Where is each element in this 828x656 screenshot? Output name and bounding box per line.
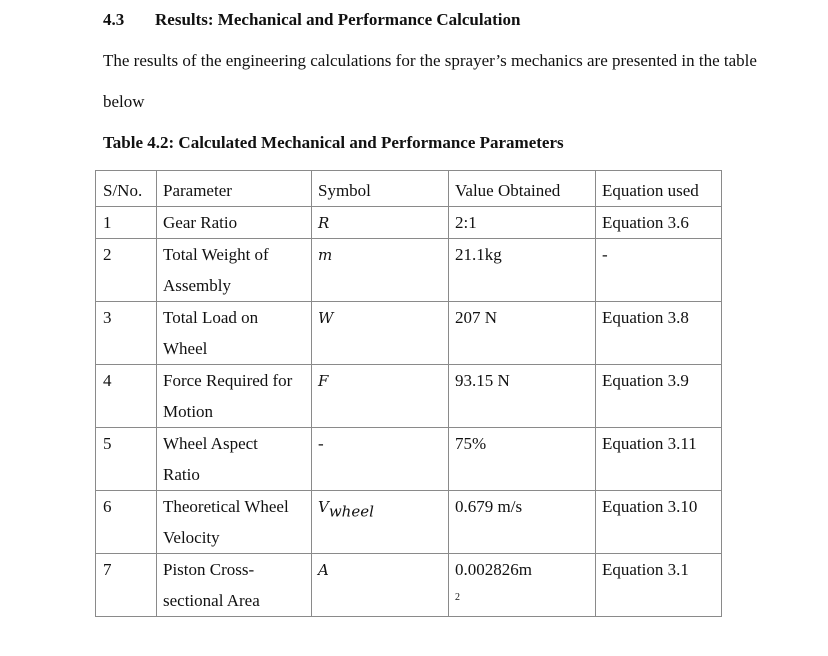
sno-text: 6 — [103, 497, 112, 516]
cell-symbol — [312, 428, 449, 491]
cell-symbol — [312, 554, 449, 617]
cell-symbol — [312, 491, 449, 554]
value-line — [455, 302, 589, 333]
parameter-text-line-2: Wheel — [163, 339, 208, 358]
symbol-line — [318, 491, 442, 522]
equation-text: Equation 3.1 — [602, 560, 689, 579]
value-superscript: 2 — [455, 592, 460, 603]
cell-equation — [596, 207, 722, 239]
cell-value — [449, 365, 596, 428]
header-equation: Equation used — [596, 171, 722, 207]
cell-equation — [596, 302, 722, 365]
equation-text: Equation 3.8 — [602, 308, 689, 327]
value-line — [455, 365, 589, 396]
cell-sno — [96, 207, 157, 239]
cell-symbol — [312, 239, 449, 302]
cell-parameter — [157, 554, 312, 617]
symbol-line — [318, 365, 442, 396]
section-number: 4.3 — [103, 10, 125, 29]
intro-paragraph-line-1: The results of the engineering calculations for the sprayer’s mechanics are presented in the table — [103, 51, 757, 70]
cell-value — [449, 239, 596, 302]
value-text: 207 N — [455, 308, 498, 327]
header-sno: S/No. — [96, 171, 157, 207]
cell-value — [449, 207, 596, 239]
parameter-text-line-2: Ratio — [163, 465, 200, 484]
value-line — [455, 239, 589, 270]
value-line — [455, 207, 589, 238]
table-row — [96, 554, 722, 617]
value-line — [455, 554, 589, 603]
cell-equation — [596, 554, 722, 617]
sno-text: 1 — [103, 213, 112, 232]
cell-parameter — [157, 428, 312, 491]
value-text: 0.002826m — [455, 560, 532, 579]
parameter-text-line-1: Theoretical Wheel — [163, 497, 289, 516]
value-text: 21.1kg — [455, 245, 502, 264]
sno-text: 3 — [103, 308, 112, 327]
cell-value — [449, 428, 596, 491]
cell-parameter — [157, 491, 312, 554]
header-parameter: Parameter — [157, 171, 312, 207]
equation-text: Equation 3.9 — [602, 371, 689, 390]
symbol-line — [318, 428, 442, 459]
cell-value — [449, 554, 596, 617]
cell-equation — [596, 239, 722, 302]
cell-equation — [596, 428, 722, 491]
header-symbol: Symbol — [312, 171, 449, 207]
table-caption: Table 4.2: Calculated Mechanical and Performance Parameters — [103, 133, 564, 152]
parameter-text-line-1: Wheel Aspect — [163, 434, 258, 453]
value-text: 93.15 N — [455, 371, 510, 390]
symbol-line — [318, 207, 442, 238]
symbol-subscript: wheel — [328, 502, 374, 521]
parameter-text-line-1: Total Weight of — [163, 245, 269, 264]
equation-text: Equation 3.10 — [602, 497, 698, 516]
symbol-line — [318, 239, 442, 270]
symbol-line — [318, 554, 442, 585]
parameters-table — [95, 170, 722, 617]
value-text: 75% — [455, 434, 487, 453]
sno-text: 2 — [103, 245, 112, 264]
symbol-text: m — [318, 246, 333, 264]
parameter-text-line-1: Force Required for — [163, 371, 293, 390]
parameter-text-line-2: Motion — [163, 402, 214, 421]
cell-parameter — [157, 365, 312, 428]
parameter-text-line-1: Piston Cross- — [163, 560, 255, 579]
section-heading — [103, 10, 520, 30]
cell-equation — [596, 491, 722, 554]
symbol-text: - — [318, 434, 324, 453]
equation-text: Equation 3.11 — [602, 434, 697, 453]
sno-text: 7 — [103, 560, 112, 579]
table-header-row — [96, 171, 722, 207]
cell-parameter — [157, 239, 312, 302]
symbol-text: A — [318, 561, 329, 579]
table-row — [96, 207, 722, 239]
cell-parameter — [157, 207, 312, 239]
sno-text: 5 — [103, 434, 112, 453]
section-title: Results: Mechanical and Performance Calculation — [155, 10, 521, 29]
table-row — [96, 428, 722, 491]
cell-symbol — [312, 302, 449, 365]
parameter-text-line-2: Velocity — [163, 528, 220, 547]
equation-text: Equation 3.6 — [602, 213, 689, 232]
parameter-text-line-1: Gear Ratio — [163, 213, 238, 232]
parameter-text-line-2: sectional Area — [163, 591, 260, 610]
cell-value — [449, 491, 596, 554]
parameter-text-line-1: Total Load on — [163, 308, 259, 327]
cell-symbol — [312, 207, 449, 239]
table-row — [96, 365, 722, 428]
symbol-text: V — [318, 498, 329, 516]
header-value: Value Obtained — [449, 171, 596, 207]
cell-sno — [96, 554, 157, 617]
cell-sno — [96, 428, 157, 491]
cell-sno — [96, 239, 157, 302]
symbol-text: W — [318, 309, 334, 327]
cell-sno — [96, 365, 157, 428]
table-row — [96, 239, 722, 302]
symbol-line — [318, 302, 442, 333]
equation-text: - — [602, 245, 608, 264]
intro-paragraph-line-2: below — [103, 92, 145, 111]
symbol-text: R — [318, 214, 330, 232]
sno-text: 4 — [103, 371, 112, 390]
cell-sno — [96, 491, 157, 554]
table-row — [96, 491, 722, 554]
value-line — [455, 491, 589, 522]
symbol-text: F — [318, 372, 329, 390]
value-line — [455, 428, 589, 459]
table-row — [96, 302, 722, 365]
parameter-text-line-2: Assembly — [163, 276, 231, 295]
value-text: 2:1 — [455, 213, 477, 232]
cell-symbol — [312, 365, 449, 428]
value-text: 0.679 m/s — [455, 497, 523, 516]
cell-parameter — [157, 302, 312, 365]
cell-equation — [596, 365, 722, 428]
cell-sno — [96, 302, 157, 365]
cell-value — [449, 302, 596, 365]
